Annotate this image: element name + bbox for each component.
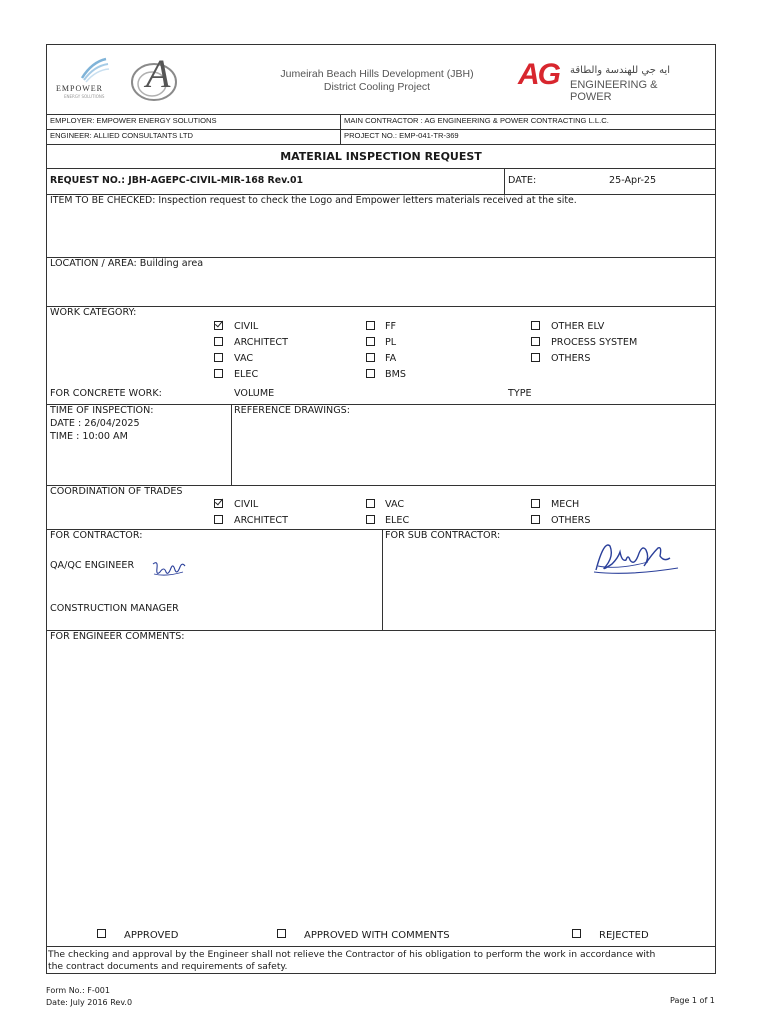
concrete-work-label: FOR CONCRETE WORK:: [50, 388, 162, 399]
ag-logo-mark: AG: [518, 58, 559, 91]
main-contractor-text: MAIN CONTRACTOR : AG ENGINEERING & POWER CONTRACTING L.L.C.: [344, 116, 609, 125]
request-no: REQUEST NO.: JBH-AGEPC-CIVIL-MIR-168 Rev.01: [50, 175, 304, 186]
work-architect-checkbox[interactable]: [214, 337, 223, 346]
trade-mech-label: MECH: [551, 499, 580, 510]
approved-with-comments-label: APPROVED WITH COMMENTS: [304, 930, 450, 941]
trade-civil-checkbox[interactable]: [214, 499, 223, 508]
trade-vac-label: VAC: [385, 499, 405, 510]
for-sub-contractor-label: FOR SUB CONTRACTOR:: [385, 530, 501, 541]
approved-checkbox[interactable]: [97, 929, 106, 938]
work-bms-checkbox[interactable]: [366, 369, 375, 378]
disclaimer-line1: The checking and approval by the Engineer shall not relieve the Contractor of his obligation to perform the work in accordance with: [48, 949, 656, 960]
work-others-label: OTHERS: [551, 353, 591, 364]
employer-text: EMPLOYER: EMPOWER ENERGY SOLUTIONS: [50, 116, 217, 125]
work-civil-label: CIVIL: [234, 321, 259, 332]
work-elec-label: ELEC: [234, 369, 259, 380]
work-fa-checkbox[interactable]: [366, 353, 375, 362]
construction-manager-label: CONSTRUCTION MANAGER: [50, 603, 179, 614]
project-no-text: PROJECT NO.: EMP-041-TR-369: [344, 131, 459, 140]
item-to-check: ITEM TO BE CHECKED: Inspection request to check the Logo and Empower letters materials received at the site.: [50, 195, 577, 206]
trade-elec-checkbox[interactable]: [366, 515, 375, 524]
center-logo-letter: A: [146, 51, 171, 96]
work-pl-checkbox[interactable]: [366, 337, 375, 346]
center-logo: [128, 52, 184, 104]
work-other-elv-label: OTHER ELV: [551, 321, 605, 332]
trade-others-checkbox[interactable]: [531, 515, 540, 524]
date-value: 25-Apr-25: [609, 175, 657, 186]
reference-drawings-label: REFERENCE DRAWINGS:: [234, 405, 350, 416]
form-number: Form No.: F-001: [46, 986, 110, 995]
location-area: LOCATION / AREA: Building area: [50, 258, 204, 269]
empower-logo: [54, 56, 124, 106]
trade-vac-checkbox[interactable]: [366, 499, 375, 508]
page-number: Page 1 of 1: [670, 996, 715, 1005]
rejected-label: REJECTED: [599, 930, 649, 941]
ag-logo-arabic: ايه جي للهندسة والطاقة: [570, 65, 670, 76]
empower-logo-text: EMPOWER: [56, 84, 103, 93]
work-pl-label: PL: [385, 337, 397, 348]
trade-architect-checkbox[interactable]: [214, 515, 223, 524]
work-bms-label: BMS: [385, 369, 406, 380]
work-elec-checkbox[interactable]: [214, 369, 223, 378]
work-process-system-label: PROCESS SYSTEM: [551, 337, 638, 348]
work-vac-label: VAC: [234, 353, 254, 364]
work-category-label: WORK CATEGORY:: [50, 307, 137, 318]
work-civil-checkbox[interactable]: [214, 321, 223, 330]
coordination-label: COORDINATION OF TRADES: [50, 486, 183, 497]
inspection-date: DATE : 26/04/2025: [50, 418, 140, 429]
date-label: DATE:: [508, 175, 537, 186]
engineer-text: ENGINEER: ALLIED CONSULTANTS LTD: [50, 131, 194, 140]
qaqc-engineer-label: QA/QC ENGINEER: [50, 560, 135, 571]
disclaimer-line2: the contract documents and requirements of safety.: [48, 961, 288, 972]
project-title-line2: District Cooling Project: [323, 81, 431, 93]
form-date: Date: July 2016 Rev.0: [46, 998, 133, 1007]
empower-logo-subtext: ENERGY SOLUTIONS: [64, 94, 105, 99]
approved-label: APPROVED: [124, 930, 179, 941]
volume-label: VOLUME: [234, 388, 275, 399]
form-title: MATERIAL INSPECTION REQUEST: [280, 150, 482, 163]
engineer-comments-label: FOR ENGINEER COMMENTS:: [50, 631, 185, 642]
trade-civil-label: CIVIL: [234, 499, 259, 510]
trade-elec-label: ELEC: [385, 515, 410, 526]
work-architect-label: ARCHITECT: [234, 337, 288, 348]
work-vac-checkbox[interactable]: [214, 353, 223, 362]
type-label: TYPE: [508, 388, 532, 399]
trade-others-label: OTHERS: [551, 515, 591, 526]
approved-with-comments-checkbox[interactable]: [277, 929, 286, 938]
inspection-time: TIME : 10:00 AM: [50, 431, 128, 442]
empower-swoosh-icon: [54, 56, 124, 84]
qaqc-signature-icon: [150, 558, 190, 582]
work-other-elv-checkbox[interactable]: [531, 321, 540, 330]
work-ff-label: FF: [385, 321, 397, 332]
trade-architect-label: ARCHITECT: [234, 515, 288, 526]
trade-mech-checkbox[interactable]: [531, 499, 540, 508]
ag-logo: [518, 58, 688, 103]
work-process-system-checkbox[interactable]: [531, 337, 540, 346]
work-ff-checkbox[interactable]: [366, 321, 375, 330]
rejected-checkbox[interactable]: [572, 929, 581, 938]
work-fa-label: FA: [385, 353, 397, 364]
time-of-inspection-label: TIME OF INSPECTION:: [50, 405, 154, 416]
for-contractor-label: FOR CONTRACTOR:: [50, 530, 143, 541]
project-title: [262, 68, 492, 94]
project-title-line1: Jumeirah Beach Hills Development (JBH): [280, 68, 474, 80]
ag-logo-name: ENGINEERING & POWER: [570, 79, 658, 103]
work-others-checkbox[interactable]: [531, 353, 540, 362]
sub-contractor-signature-icon: [588, 536, 684, 580]
